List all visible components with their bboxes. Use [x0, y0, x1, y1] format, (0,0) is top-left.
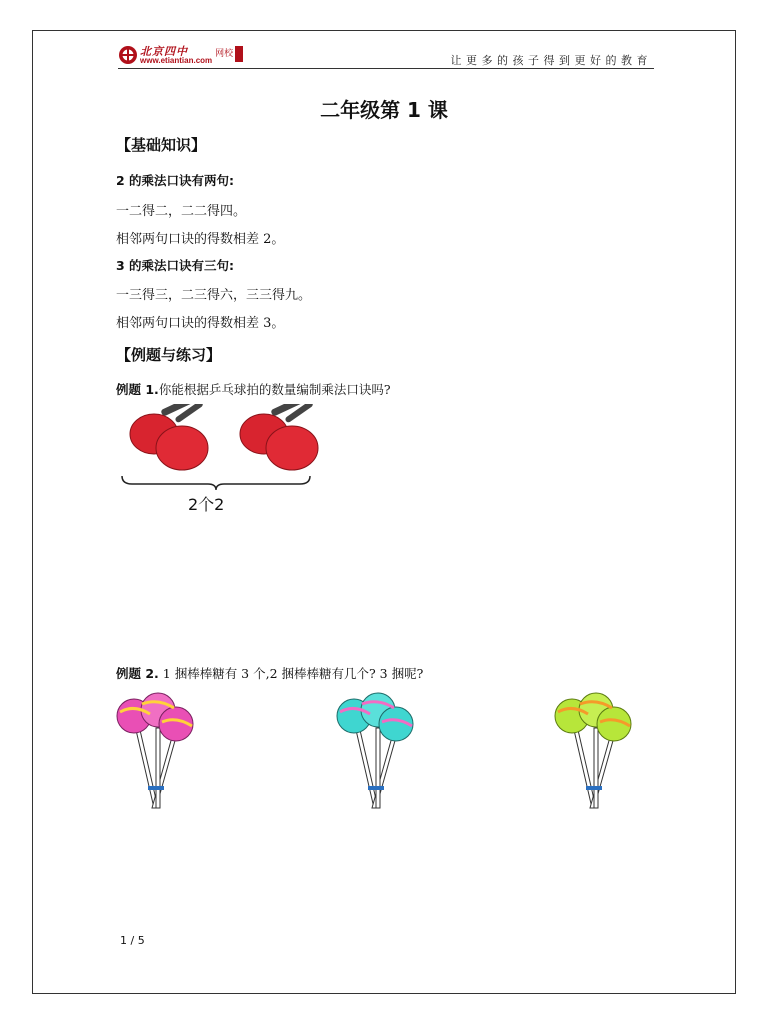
lollipop-bundle-pink: [112, 690, 202, 814]
curly-brace: [122, 476, 310, 490]
school-logo: [118, 44, 243, 66]
seal-icon: [235, 46, 243, 62]
page-header: [118, 44, 654, 69]
paddle-pair-left: [130, 404, 208, 470]
rule3-line-a: 一三得三，二三得六，三三得九。: [116, 288, 312, 303]
example1-label: 例题 1.: [116, 382, 159, 397]
rule2-line-a: 一二得二，二二得四。: [116, 204, 247, 219]
example2-label: 例题 2.: [116, 666, 159, 681]
brace-label: 2个2: [188, 495, 225, 514]
lollipop-bundle-green: [550, 690, 640, 814]
emblem-icon: [118, 45, 138, 65]
rule3-heading: 3 的乘法口诀有三句:: [116, 258, 235, 273]
paddle-pair-right: [240, 404, 318, 470]
page-number: 1 / 5: [120, 934, 145, 947]
example2-text: 1 捆棒棒糖有 3 个,2 捆棒棒糖有几个? 3 捆呢?: [158, 666, 424, 681]
rule3-line-b: 相邻两句口诀的得数相差 3。: [116, 316, 285, 331]
ping-pong-paddles-illustration: [120, 404, 320, 490]
lollipop-bundle-cyan: [332, 690, 422, 814]
example1-question: [116, 380, 391, 398]
logo-chinese-name: 北京四中: [140, 44, 188, 58]
logo-tag: 网校: [215, 49, 234, 59]
header-slogan: 让更多的孩子得到更好的教育: [450, 54, 652, 67]
page-title: 二年级第 1 课: [320, 98, 448, 122]
section-examples-heading: 【例题与练习】: [116, 346, 222, 364]
logo-url: www.etiantian.com: [140, 55, 213, 65]
example1-text: 你能根据乒乓球拍的数量编制乘法口诀吗?: [158, 382, 391, 397]
rule2-heading: 2 的乘法口诀有两句:: [116, 173, 235, 188]
example2-question: [116, 664, 423, 682]
section-basics-heading: 【基础知识】: [116, 136, 207, 154]
rule2-line-b: 相邻两句口诀的得数相差 2。: [116, 232, 285, 247]
